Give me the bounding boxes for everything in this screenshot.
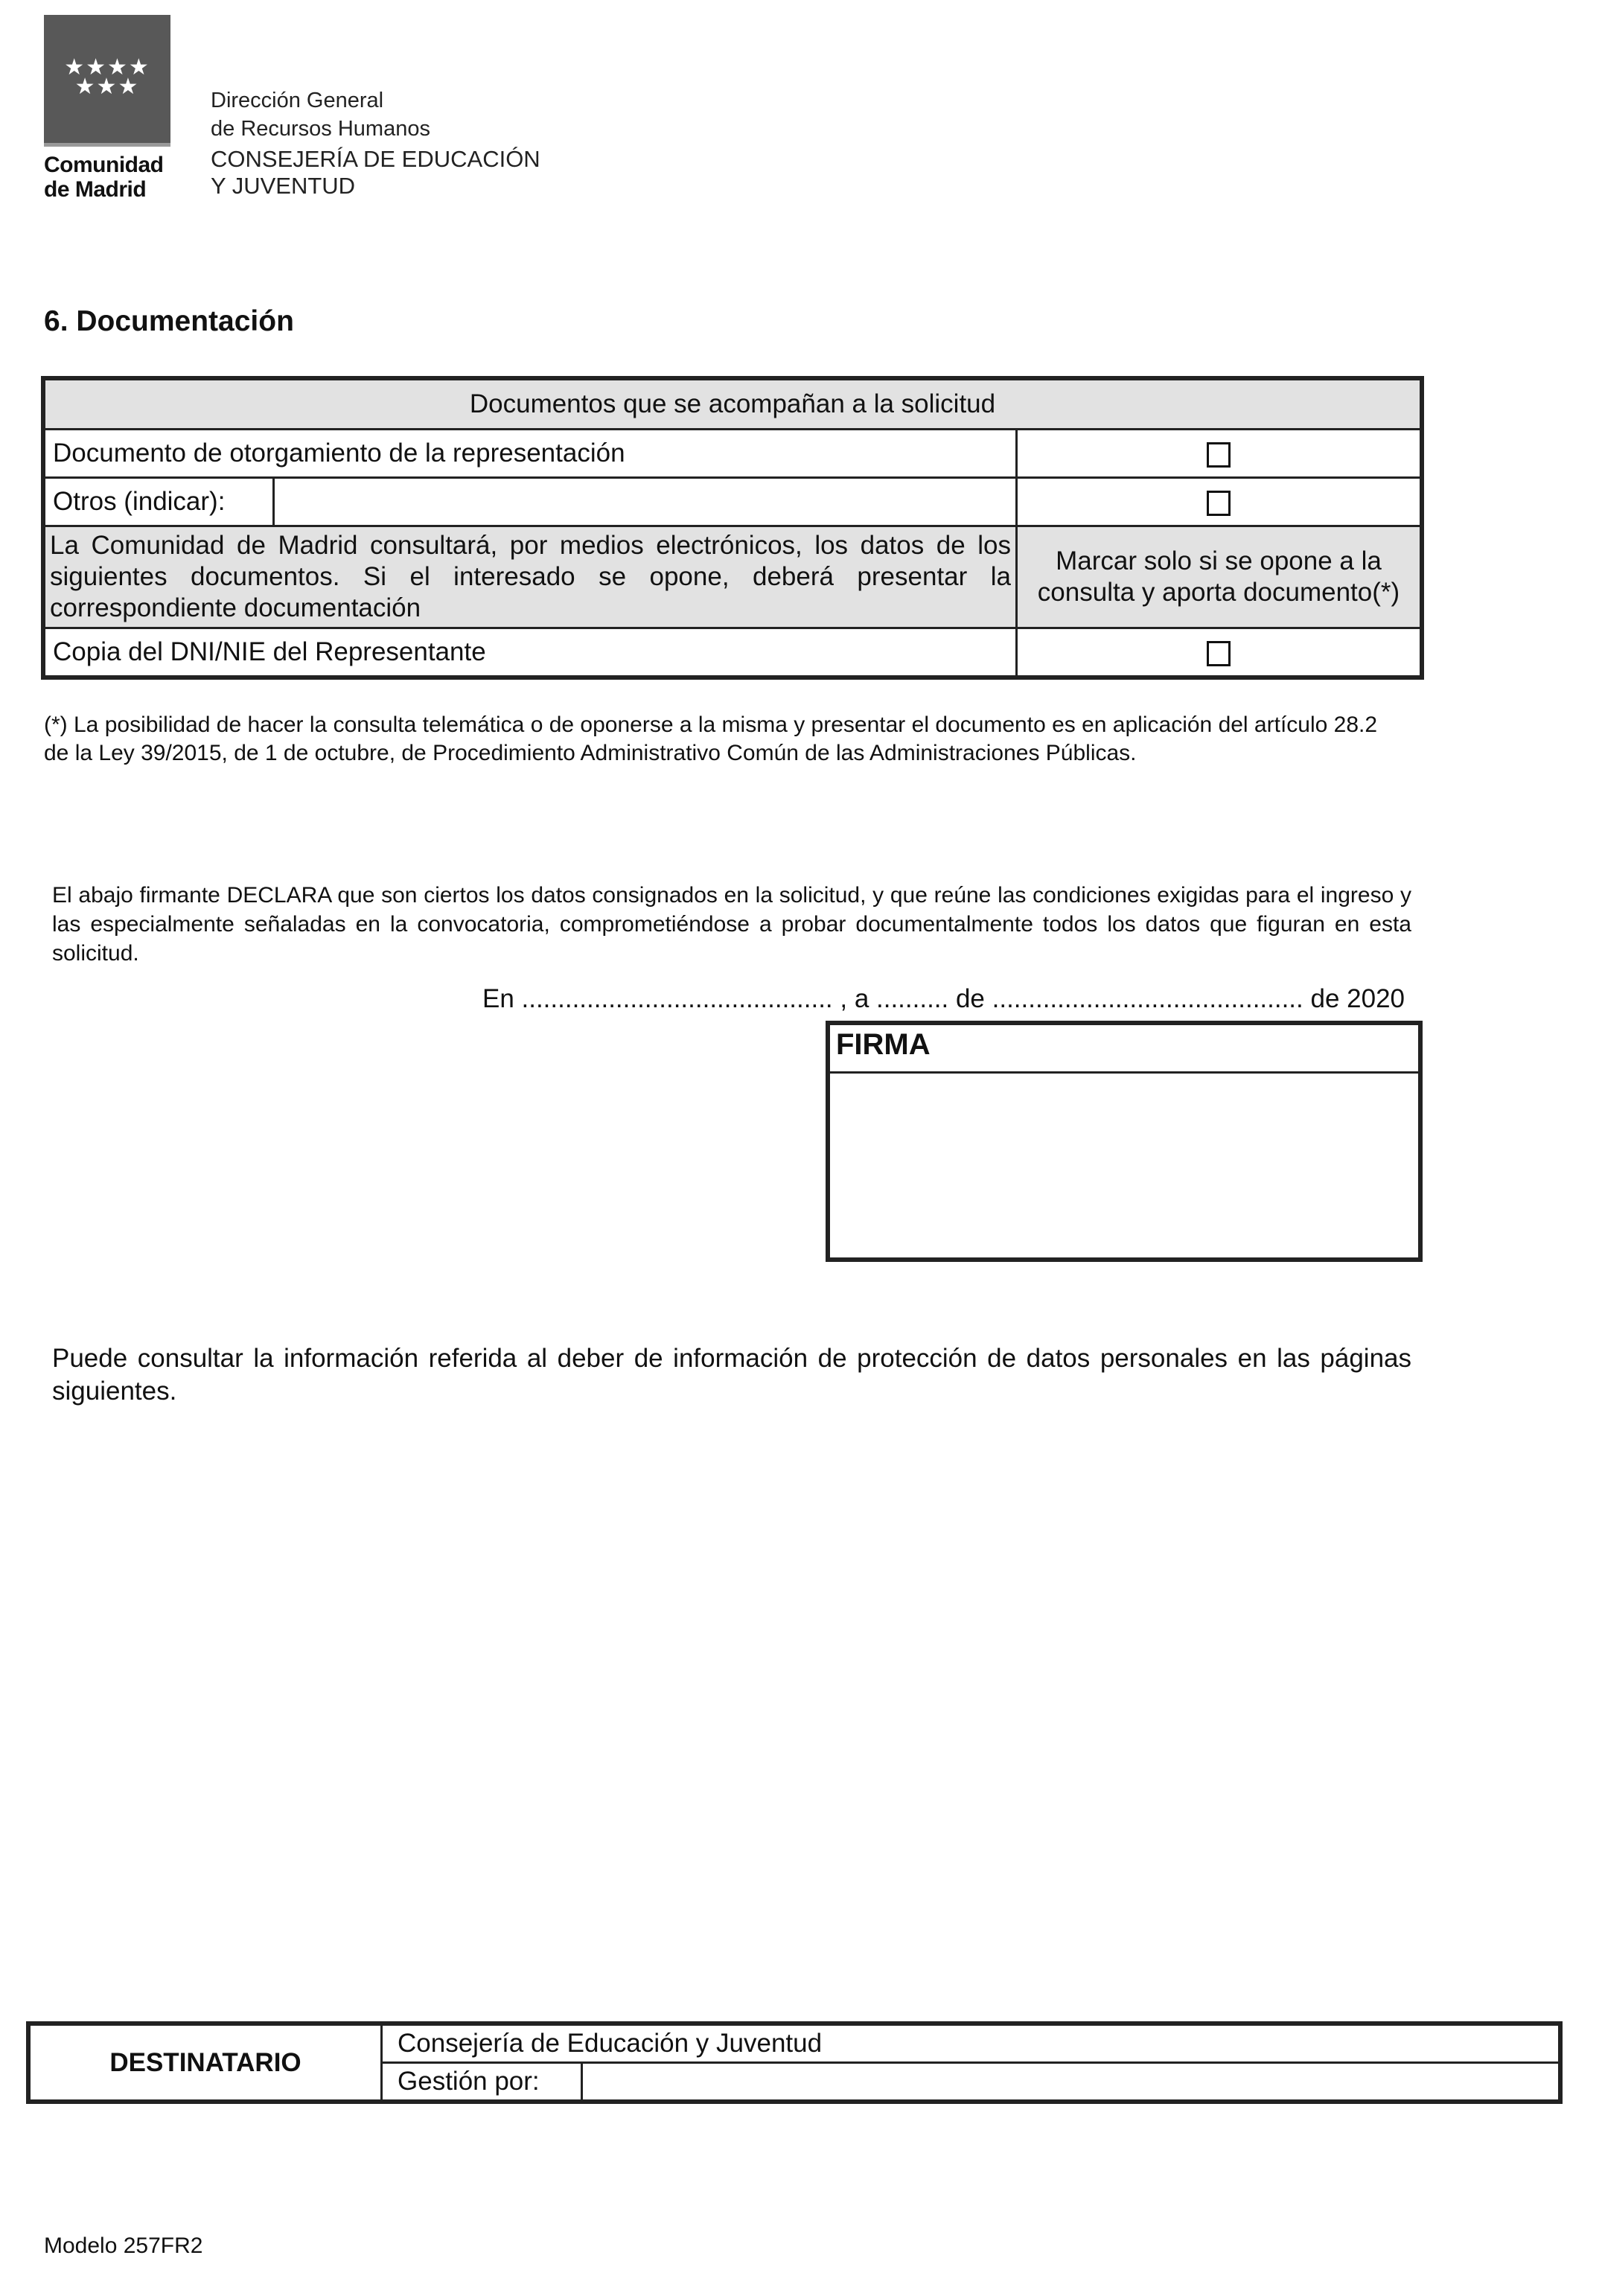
gestion-input[interactable] [582, 2063, 1561, 2102]
comunidad-madrid-logo [44, 15, 170, 147]
checkbox[interactable] [1207, 491, 1231, 516]
table-row [43, 526, 1422, 628]
signature-label: FIRMA [830, 1025, 1418, 1074]
row-label: Documento de otorgamiento de la representación [43, 430, 1017, 478]
model-code: Modelo 257FR2 [44, 2233, 203, 2258]
documents-table [41, 376, 1424, 680]
table-row [43, 478, 1422, 526]
stars-icon: ★★★★ ★★★ [64, 55, 150, 99]
data-protection-note: Puede consultar la información referida al deber de información de protección de datos personales en las páginas siguientes. [52, 1344, 1411, 1406]
otros-input[interactable] [274, 478, 1017, 526]
recipient-value: Consejería de Educación y Juventud [382, 2024, 1561, 2063]
signature-box[interactable] [826, 1021, 1423, 1262]
dept-line: Y JUVENTUD [211, 173, 356, 199]
table-row [43, 628, 1422, 678]
row-label: Otros (indicar): [43, 478, 274, 526]
section-title: 6. Documentación [44, 305, 294, 337]
recipient-label: DESTINATARIO [28, 2024, 382, 2102]
dept-caps [211, 146, 540, 200]
checkbox[interactable] [1207, 442, 1231, 468]
footnote: (*) La posibilidad de hacer la consulta telemática o de oponerse a la misma y presentar el documento es en aplicación del artículo 28.2 de la Ley 39/2015, de 1 de octubre, de Procedimiento Administrativo Común de las Administraciones Públicas. [44, 712, 1378, 765]
consulta-header: Marcar solo si se opone a la consulta y aporta documento(*) [1017, 526, 1423, 628]
declaration: El abajo firmante DECLARA que son ciertos los datos consignados en la solicitud, y que reúne las condiciones exigidas para el ingreso y las especialmente señaladas en la convocatoria, comprometiéndose a probar documentalmente todos los datos que figuran en esta solicitud. [52, 883, 1411, 966]
department-header [211, 86, 540, 200]
consulta-text: La Comunidad de Madrid consultará, por medios electrónicos, los datos de los siguientes documentos. Si el interesado se opone, deberá presentar la correspondiente documentación [43, 526, 1017, 628]
place-date-line[interactable]: En ........................................... , a .......... de ........................................... de 2020 [482, 984, 1405, 1013]
table-title: Documentos que se acompañan a la solicitud [43, 378, 1422, 430]
dept-line: CONSEJERÍA DE EDUCACIÓN [211, 146, 540, 172]
checkbox[interactable] [1207, 641, 1231, 666]
dept-line: de Recursos Humanos [211, 117, 430, 141]
logo-text [44, 153, 164, 202]
dept-line: Dirección General [211, 89, 384, 112]
logo-line: Comunidad [44, 153, 164, 177]
table-row [43, 430, 1422, 478]
logo-line: de Madrid [44, 177, 147, 202]
row-label: Copia del DNI/NIE del Representante [43, 628, 1017, 678]
gestion-label: Gestión por: [382, 2063, 582, 2102]
recipient-table [26, 2021, 1563, 2104]
